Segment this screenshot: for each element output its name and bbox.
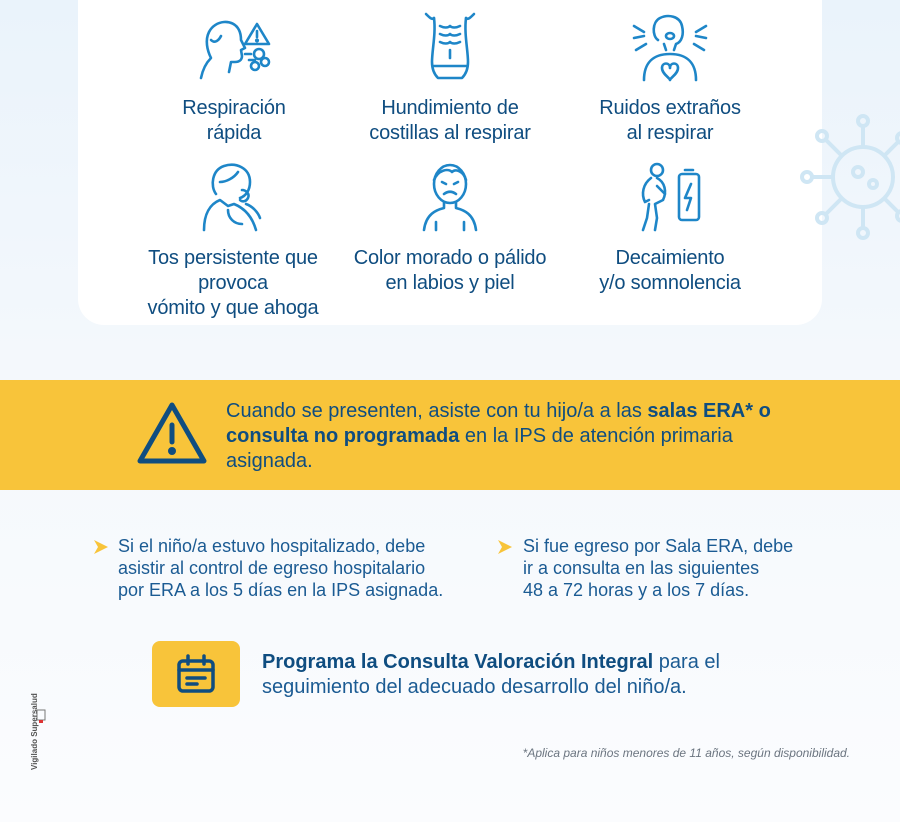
- symptom-breathing-noise: [550, 10, 790, 146]
- symptom-label: Hundimiento de costillas al respirar: [369, 97, 531, 144]
- symptom-label: Color morado o pálido en labios y piel: [353, 247, 547, 294]
- symptom-fatigue: [550, 160, 790, 296]
- symptom-label: Decaimiento y/o somnolencia: [599, 247, 741, 294]
- symptom-pale-face: [330, 160, 570, 296]
- chevron-right-icon: [92, 539, 110, 555]
- program-consult-text: [262, 650, 782, 700]
- symptom-label: Ruidos extraños al respirar: [599, 97, 741, 144]
- info-sala-era: Si fue egreso por Sala ERA, debe ir a consulta en las siguientes 48 a 72 horas y a los 7 días.: [523, 536, 794, 600]
- pale-face-icon: [418, 160, 482, 232]
- alert-text-post: en la IPS de atención primaria asignada.: [226, 425, 733, 472]
- breathing-noise-icon: [630, 10, 710, 82]
- calendar-icon: [176, 654, 216, 694]
- warning-icon: [136, 400, 208, 466]
- persistent-cough-icon: [198, 160, 268, 232]
- rib-retraction-icon: [420, 10, 480, 82]
- alert-text-bold: salas ERA* o consulta no programada: [226, 400, 771, 447]
- program-title: Programa la Consulta Valoración Integral: [262, 651, 654, 673]
- calendar-badge: [152, 641, 240, 707]
- alert-message: [226, 399, 786, 474]
- virus-decoration-icon: [798, 112, 900, 242]
- symptom-persistent-cough: [113, 160, 353, 321]
- chevron-right-icon: [496, 539, 514, 555]
- symptom-rapid-breathing: [114, 10, 354, 146]
- symptom-rib-retraction: [330, 10, 570, 146]
- program-rest: para el seguimiento del adecuado desarrollo del niño/a.: [262, 651, 720, 698]
- footnote: *Aplica para niños menores de 11 años, según disponibilidad.: [522, 746, 850, 760]
- vigilado-supersalud: Vigilado Supersalud: [30, 693, 39, 770]
- symptom-label: Tos persistente que provoca vómito y que ahoga: [147, 247, 319, 319]
- fatigue-battery-icon: [635, 160, 705, 232]
- rapid-breathing-icon: [189, 10, 279, 82]
- symptom-label: Respiración rápida: [182, 97, 286, 144]
- info-hospitalized: Si el niño/a estuvo hospitalizado, debe asistir al control de egreso hospitalario por ERA a los 5 días en la IPS asignada.: [118, 536, 444, 600]
- alert-text-pre: Cuando se presenten, asiste con tu hijo/a a las: [226, 400, 648, 422]
